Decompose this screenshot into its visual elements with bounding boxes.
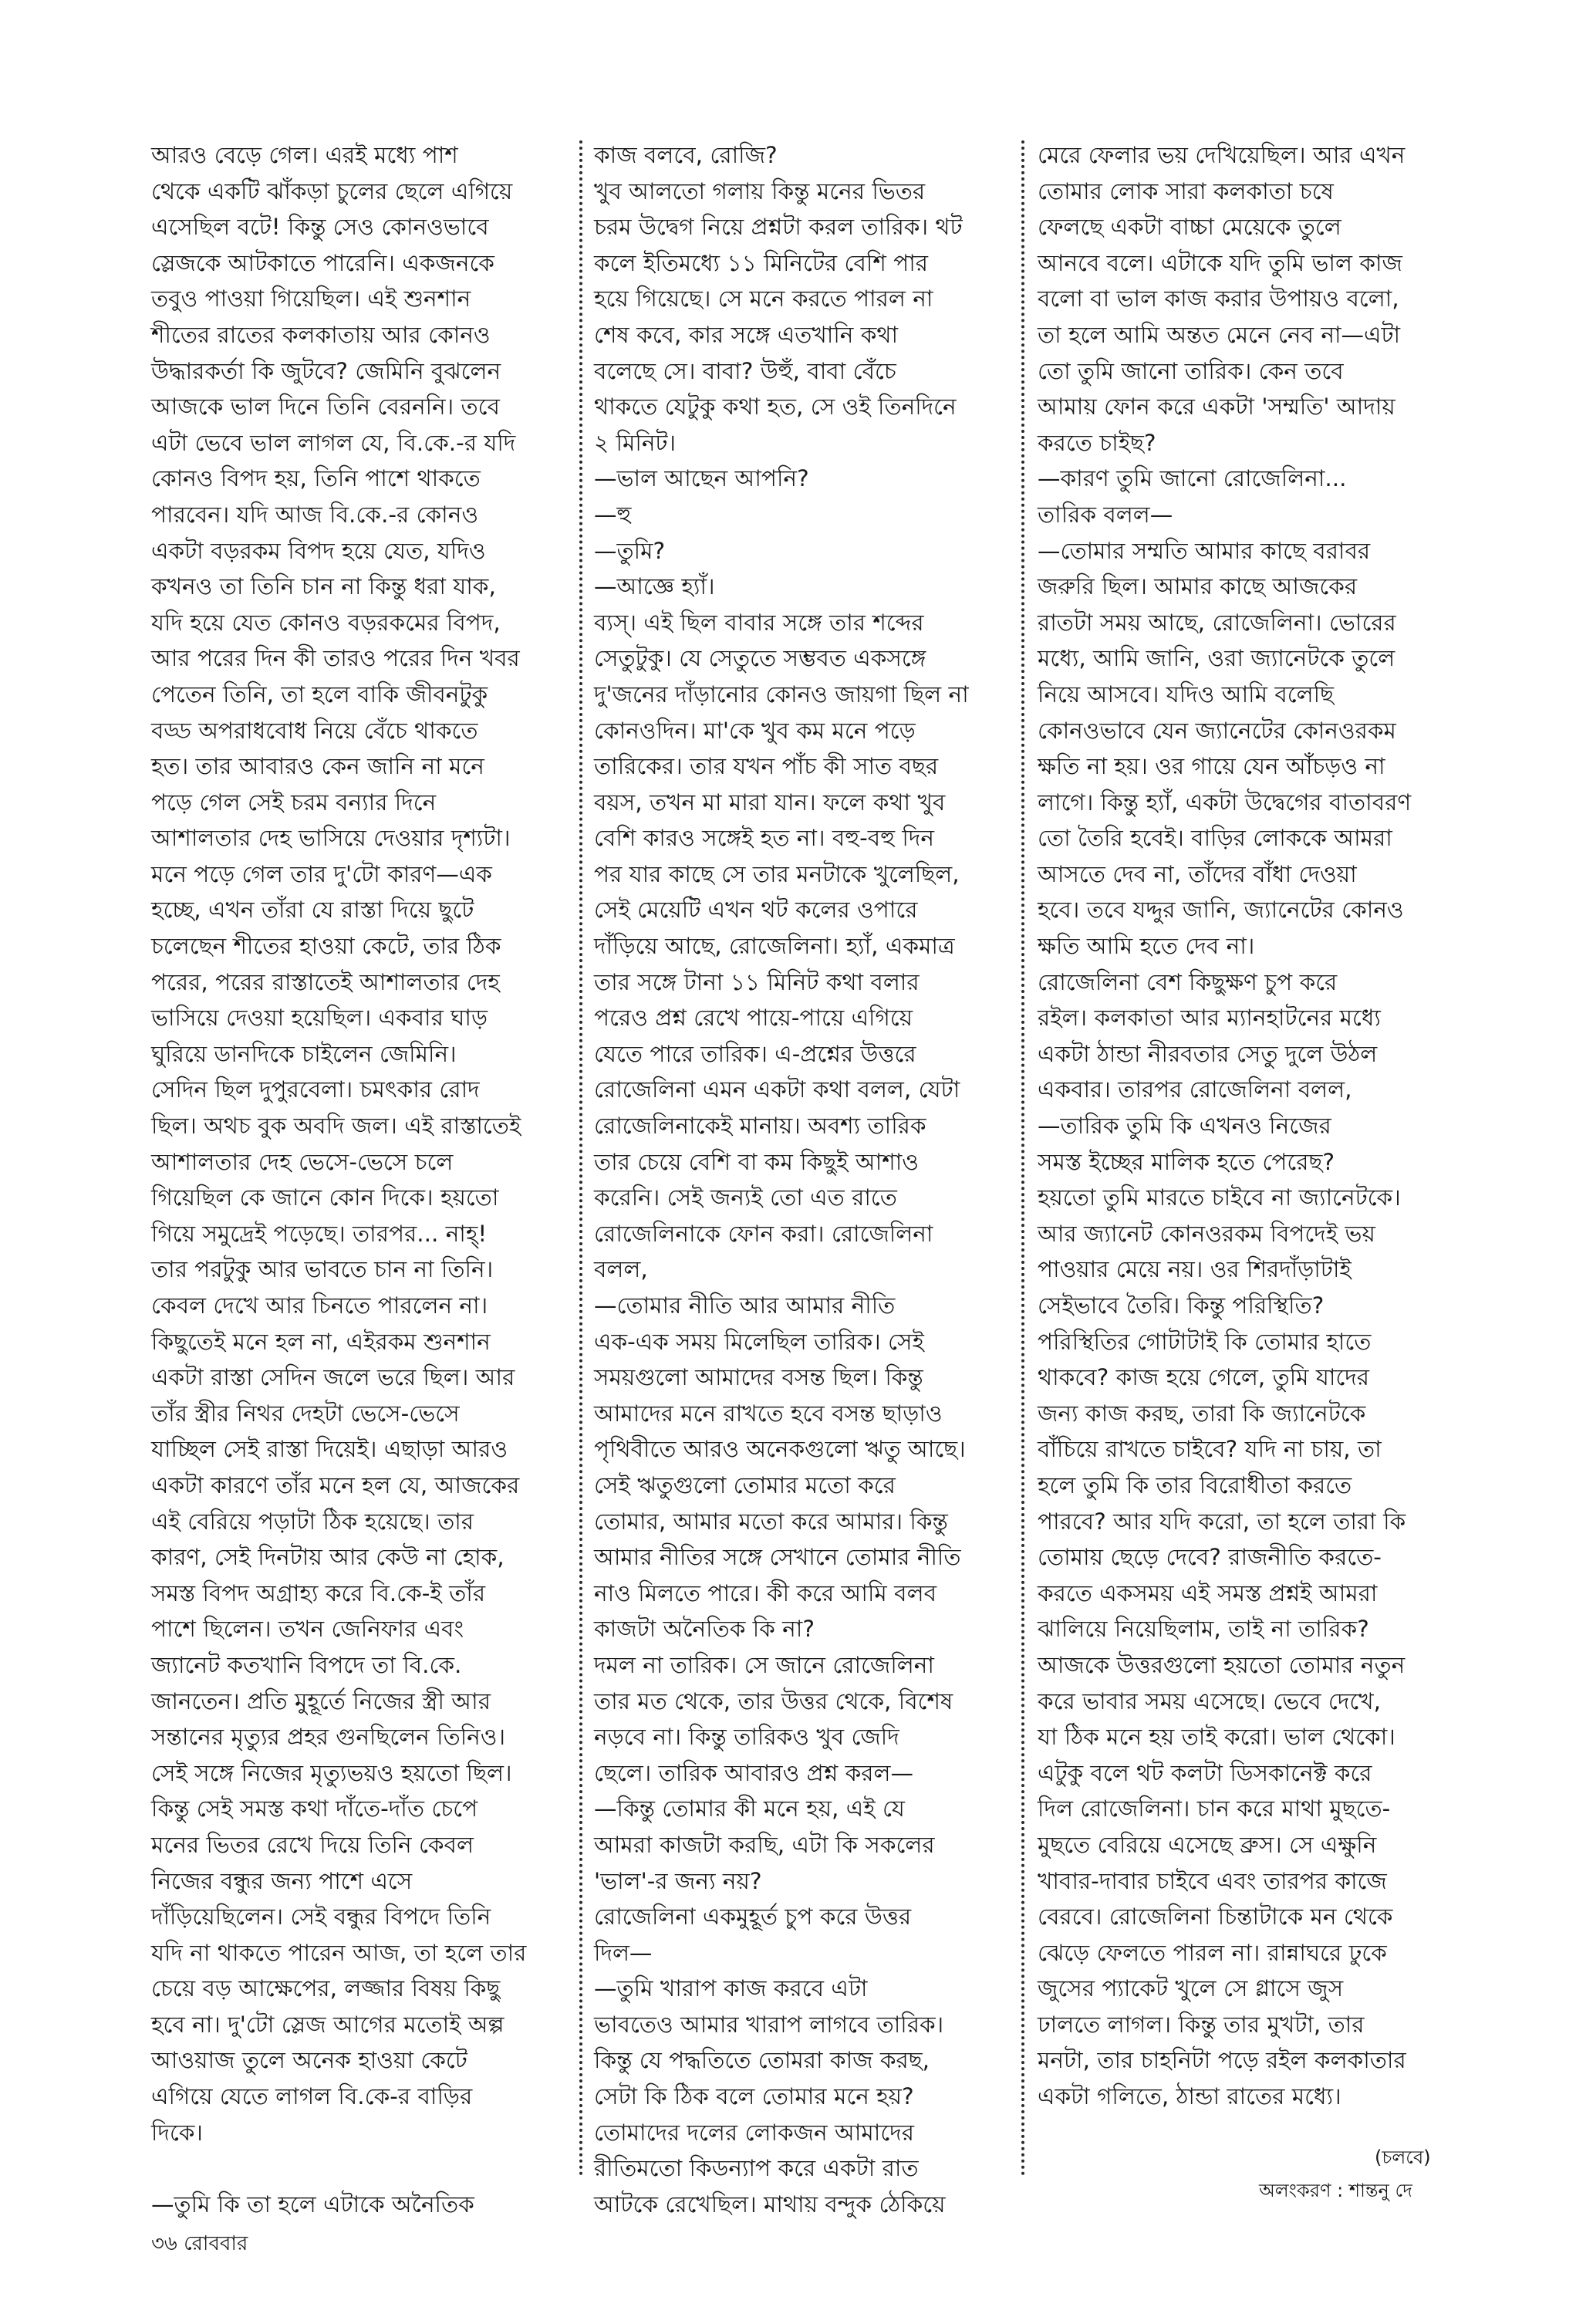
text-line: আমাদের মনে রাখতে হবে বসন্ত ছাড়াও <box>594 1400 943 1427</box>
text-line: পরিস্থিতির গোটাটাই কি তোমার হাতে <box>1038 1328 1372 1355</box>
text-line: সেই ঋতুগুলো তোমার মতো করে <box>594 1471 896 1498</box>
text-line: আজকে উত্তরগুলো হয়তো তোমার নতুন <box>1038 1651 1406 1678</box>
text-line: 'ভাল'-র জন্য নয়? <box>594 1867 762 1894</box>
text-line: তোমার লোক সারা কলকাতা চষে <box>1038 177 1334 204</box>
text-line: —তারিক তুমি কি এখনও নিজের <box>1038 1113 1331 1140</box>
text-line: —কারণ তুমি জানো রোজেলিনা... <box>1038 465 1347 492</box>
text-line: হয়তো তুমি মারতে চাইবে না জ্যানেটকে। <box>1038 1184 1401 1211</box>
text-line: জুসের প্যাকেট খুলে সে গ্লাসে জুস <box>1038 1975 1344 2002</box>
text-line: গিয়ে সমুদ্রেই পড়েছে। তারপর... নাহ্! <box>151 1220 488 1247</box>
text-line <box>151 2150 562 2187</box>
text-line: —তুমি কি তা হলে এটাকে অনৈতিক <box>151 2191 474 2218</box>
text-line: তো তৈরি হবেই। বাড়ির লোককে আমরা <box>1038 825 1392 852</box>
text-line: ঝালিয়ে নিয়েছিলাম, তাই না তারিক? <box>1038 1616 1369 1643</box>
text-line: তোমাদের দলের লোকজন আমাদের <box>594 2119 914 2146</box>
text-line: রোজেলিনাকেই মানায়। অবশ্য তারিক <box>594 1113 926 1140</box>
text-line: কিছুতেই মনে হল না, এইরকম শুনশান <box>151 1328 491 1355</box>
text-line: দিল রোজেলিনা। চান করে মাথা মুছতে- <box>1038 1795 1391 1822</box>
text-line: আমরা কাজটা করছি, এটা কি সকলের <box>594 1831 935 1858</box>
text-line: হবে না। দু'টো স্লেজ আগের মতোই অল্প <box>151 2011 505 2038</box>
text-line: মনটা, তার চাহনিটা পড়ে রইল কলকাতার <box>1038 2047 1406 2074</box>
text-line: সেদিন ছিল দুপুরবেলা। চমৎকার রোদ <box>151 1076 480 1103</box>
text-line: এগিয়ে যেতে লাগল বি.কে-র বাড়ির <box>151 2083 473 2110</box>
text-line: একটা কারণে তাঁর মনে হল যে, আজকের <box>151 1471 520 1498</box>
text-line: এই বেরিয়ে পড়াটা ঠিক হয়েছে। তার <box>151 1508 474 1535</box>
text-line: সমস্ত বিপদ অগ্রাহ্য করে বি.কে-ই তাঁর <box>151 1579 486 1606</box>
text-line: কিন্তু যে পদ্ধতিতে তোমরা কাজ করছ, <box>594 2047 930 2074</box>
text-line: পড়ে গেল সেই চরম বন্যার দিনে <box>151 789 437 816</box>
text-line: আশালতার দেহ ভাসিয়ে দেওয়ার দৃশ্যটা। <box>151 825 511 852</box>
text-line: সমস্ত ইচ্ছের মালিক হতে পেরেছ? <box>1038 1148 1335 1175</box>
text-line: চেয়ে বড় আক্ষেপের, লজ্জার বিষয় কিছু <box>151 1975 501 2002</box>
text-line: রোজেলিনাকে ফোন করা। রোজেলিনা <box>594 1220 933 1247</box>
text-line: তার পরটুকু আর ভাবতে চান না তিনি। <box>151 1256 494 1283</box>
text-line: এটুকু বলে থট কলটা ডিসকানেক্ট করে <box>1038 1759 1372 1786</box>
text-line: আমায় ফোন করে একটা 'সম্মতি' আদায় <box>1038 394 1395 421</box>
text-line: এক-এক সময় মিলেছিল তারিক। সেই <box>594 1328 924 1355</box>
text-line: কোনওদিন। মা'কে খুব কম মনে পড়ে <box>594 717 916 744</box>
text-line: পাশে ছিলেন। তখন জেনিফার এবং <box>151 1616 464 1643</box>
text-line: তারিকের। তার যখন পাঁচ কী সাত বছর <box>594 753 939 780</box>
text-line: খুব আলতো গলায় কিন্তু মনের ভিতর <box>594 177 926 204</box>
text-line: হচ্ছে, এখন তাঁরা যে রাস্তা দিয়ে ছুটে <box>151 897 474 924</box>
text-line: আজকে ভাল দিনে তিনি বেরননি। তবে <box>151 394 500 421</box>
text-line: —হু <box>594 501 632 528</box>
text-line: দাঁড়িয়েছিলেন। সেই বন্ধুর বিপদে তিনি <box>151 1903 491 1930</box>
text-line: জন্য কাজ করছ, তারা কি জ্যানেটকে <box>1038 1400 1366 1427</box>
text-line: —তুমি খারাপ কাজ করবে এটা <box>594 1975 868 2002</box>
text-line: একবার। তারপর রোজেলিনা বলল, <box>1038 1076 1352 1103</box>
text-line: শীতের রাতের কলকাতায় আর কোনও <box>151 321 491 348</box>
text-line: আওয়াজ তুলে অনেক হাওয়া কেটে <box>151 2047 467 2074</box>
text-line: গিয়েছিল কে জানে কোন দিকে। হয়তো <box>151 1184 499 1211</box>
text-line: স্লেজকে আটকাতে পারেনি। একজনকে <box>151 249 494 276</box>
text-line: ব্যস্। এই ছিল বাবার সঙ্গে তার শব্দের <box>594 609 924 636</box>
text-line: চলেছেন শীতের হাওয়া কেটে, তার ঠিক <box>151 933 501 960</box>
text-line: যেতে পারে তারিক। এ-প্রশ্নের উত্তরে <box>594 1040 916 1067</box>
text-line: জানতেন। প্রতি মুহূর্তে নিজের স্ত্রী আর <box>151 1687 491 1714</box>
column-divider-1 <box>579 140 582 2177</box>
text-line: যা ঠিক মনে হয় তাই করো। ভাল থেকো। <box>1038 1724 1395 1751</box>
text-line: —কিন্তু তোমার কী মনে হয়, এই যে <box>594 1795 905 1822</box>
text-line: নিজের বন্ধুর জন্য পাশে এসে <box>151 1867 413 1894</box>
text-line: আনবে বলে। এটাকে যদি তুমি ভাল কাজ <box>1038 249 1402 276</box>
text-line: তবুও পাওয়া গিয়েছিল। এই শুনশান <box>151 285 471 312</box>
text-line: তার চেয়ে বেশি বা কম কিছুই আশাও <box>594 1148 920 1175</box>
text-line: —তোমার সম্মতি আমার কাছে বরাবর <box>1038 537 1371 564</box>
text-line: মুছতে বেরিয়ে এসেছে ব্রুস। সে এক্ষুনি <box>1038 1831 1377 1858</box>
text-line: পেতেন তিনি, তা হলে বাকি জীবনটুকু <box>151 681 488 708</box>
text-line: আসতে দেব না, তাঁদের বাঁধা দেওয়া <box>1038 860 1357 887</box>
text-line: রইল। কলকাতা আর ম্যানহাটনের মধ্যে <box>1038 1005 1381 1032</box>
text-line: কখনও তা তিনি চান না কিন্তু ধরা যাক, <box>151 573 496 600</box>
text-line: —তোমার নীতি আর আমার নীতি <box>594 1292 896 1319</box>
text-line: —তুমি? <box>594 537 666 564</box>
text-line: মধ্যে, আমি জানি, ওরা জ্যানেটকে তুলে <box>1038 645 1395 672</box>
text-line: চরম উদ্বেগ নিয়ে প্রশ্নটা করল তারিক। থট <box>594 214 963 241</box>
text-line: সেই সঙ্গে নিজের মৃত্যুভয়ও হয়তো ছিল। <box>151 1759 512 1786</box>
text-column-1 <box>151 137 562 2218</box>
text-line: যদি হয়ে যেত কোনও বড়রকমের বিপদ, <box>151 609 501 636</box>
text-line: রীতিমতো কিডন্যাপ করে একটা রাত <box>594 2155 919 2182</box>
text-line: জ্যানেট কতখানি বিপদে তা বি.কে. <box>151 1651 462 1678</box>
text-line: উদ্ধারকর্তা কি জুটবে? জেমিনি বুঝলেন <box>151 357 501 384</box>
text-line: কারণ, সেই দিনটায় আর কেউ না হোক, <box>151 1544 505 1571</box>
text-line: নিয়ে আসবে। যদিও আমি বলেছি <box>1038 681 1334 708</box>
text-line: হত। তার আবারও কেন জানি না মনে <box>151 753 484 780</box>
text-line: এসেছিল বটে! কিন্তু সেও কোনওভাবে <box>151 214 489 241</box>
text-line: দাঁড়িয়ে আছে, রোজেলিনা। হ্যাঁ, একমাত্র <box>594 933 955 960</box>
text-line: রোজেলিনা বেশ কিছুক্ষণ চুপ করে <box>1038 968 1338 995</box>
text-line: যদি না থাকতে পারেন আজ, তা হলে তার <box>151 1939 527 1966</box>
text-line: বেশি কারও সঙ্গেই হত না। বহু-বহু দিন <box>594 825 934 852</box>
text-line: তোমার, আমার মতো করে আমার। কিন্তু <box>594 1508 948 1535</box>
text-line: যাচ্ছিল সেই রাস্তা দিয়েই। এছাড়া আরও <box>151 1436 508 1463</box>
text-line: খাবার-দাবার চাইবে এবং তারপর কাজে <box>1038 1867 1387 1894</box>
text-line: বয়স, তখন মা মারা যান। ফলে কথা খুব <box>594 789 946 816</box>
text-line: করেনি। সেই জন্যই তো এত রাতে <box>594 1184 897 1211</box>
text-line: একটা রাস্তা সেদিন জলে ভরে ছিল। আর <box>151 1364 515 1391</box>
text-line: ঢালতে লাগল। কিন্তু তার মুখটা, তার <box>1038 2011 1365 2038</box>
text-line: হবে। তবে যদ্দুর জানি, জ্যানেটের কোনও <box>1038 897 1404 924</box>
text-line: করতে একসময় এই সমস্ত প্রশ্নই আমরা <box>1038 1579 1378 1606</box>
text-line: ঘুরিয়ে ডানদিকে চাইলেন জেমিনি। <box>151 1040 457 1067</box>
text-line: হলে তুমি কি তার বিরোধীতা করতে <box>1038 1471 1352 1498</box>
text-line: একটা গলিতে, ঠান্ডা রাতের মধ্যে। <box>1038 2083 1341 2110</box>
text-line: ভাসিয়ে দেওয়া হয়েছিল। একবার ঘাড় <box>151 1005 488 1032</box>
text-line: কাজটা অনৈতিক কি না? <box>594 1616 815 1643</box>
text-line: আরও বেড়ে গেল। এরই মধ্যে পাশ <box>151 142 458 168</box>
text-column-3 <box>1038 137 1458 2190</box>
text-line: ঝেড়ে ফেলতে পারল না। রান্নাঘরে ঢুকে <box>1038 1939 1387 1966</box>
text-line: তো তুমি জানো তারিক। কেন তবে <box>1038 357 1344 384</box>
text-line: দমল না তারিক। সে জানে রোজেলিনা <box>594 1651 934 1678</box>
text-line: করে ভাবার সময় এসেছে। ভেবে দেখে, <box>1038 1687 1381 1714</box>
text-line: —ভাল আছেন আপনি? <box>594 465 809 492</box>
text-line: সময়গুলো আমাদের বসন্ত ছিল। কিন্তু <box>594 1364 923 1391</box>
text-line: বেরবে। রোজেলিনা চিন্তাটাকে মন থেকে <box>1038 1903 1393 1930</box>
text-line: দু'জনের দাঁড়ানোর কোনও জায়গা ছিল না <box>594 681 969 708</box>
text-line: কেবল দেখে আর চিনতে পারলেন না। <box>151 1292 488 1319</box>
text-line: দিকে। <box>151 2119 203 2146</box>
text-line: পর যার কাছে সে তার মনটাকে খুলেছিল, <box>594 860 960 887</box>
text-line: পারবে? আর যদি করো, তা হলে তারা কি <box>1038 1508 1406 1535</box>
illustration-credit: অলংকরণ : শান্তনু দে <box>1259 2180 1412 2201</box>
text-line: বলো বা ভাল কাজ করার উপায়ও বলো, <box>1038 285 1399 312</box>
text-line: একটা বড়রকম বিপদ হয়ে যেত, যদিও <box>151 537 486 564</box>
text-line: আর জ্যানেট কোনওরকম বিপদেই ভয় <box>1038 1220 1375 1247</box>
continued-note: (চলবে) <box>1375 2147 1431 2168</box>
text-line: আটকে রেখেছিল। মাথায় বন্দুক ঠেকিয়ে <box>594 2191 946 2218</box>
page-folio: ৩৬ রোববার <box>151 2232 248 2255</box>
text-line: সেইভাবে তৈরি। কিন্তু পরিস্থিতি? <box>1038 1292 1325 1319</box>
text-line: কোনও বিপদ হয়, তিনি পাশে থাকতে <box>151 465 481 492</box>
text-line: ক্ষতি আমি হতে দেব না। <box>1038 933 1255 960</box>
text-line: বলল, <box>594 1256 648 1283</box>
text-line: আশালতার দেহ ভেসে-ভেসে চলে <box>151 1148 454 1175</box>
text-line: নাও মিলতে পারে। কী করে আমি বলব <box>594 1579 936 1606</box>
text-line: সন্তানের মৃত্যুর প্রহর গুনছিলেন তিনিও। <box>151 1724 506 1751</box>
text-line: জরুরি ছিল। আমার কাছে আজকের <box>1038 573 1358 600</box>
text-line: কলে ইতিমধ্যে ১১ মিনিটের বেশি পার <box>594 249 928 276</box>
text-line: শেষ কবে, কার সঙ্গে এতখানি কথা <box>594 321 899 348</box>
text-column-2 <box>594 137 1007 2218</box>
text-line: ভাবতেও আমার খারাপ লাগবে তারিক। <box>594 2011 944 2038</box>
text-line: থেকে একটি ঝাঁকড়া চুলের ছেলে এগিয়ে <box>151 177 513 204</box>
text-line: পরের, পরের রাস্তাতেই আশালতার দেহ <box>151 968 500 995</box>
text-line: থাকবে? কাজ হয়ে গেলে, তুমি যাদের <box>1038 1364 1370 1391</box>
text-line: তারিক বলল— <box>1038 501 1173 528</box>
text-line: ফেলছে একটা বাচ্চা মেয়েকে তুলে <box>1038 214 1341 241</box>
text-line: আর পরের দিন কী তারও পরের দিন খবর <box>151 645 520 672</box>
text-line: তার মত থেকে, তার উত্তর থেকে, বিশেষ <box>594 1687 953 1714</box>
text-line: কোনওভাবে যেন জ্যানেটের কোনওরকম <box>1038 717 1396 744</box>
text-line: কিন্তু সেই সমস্ত কথা দাঁতে-দাঁত চেপে <box>151 1795 478 1822</box>
text-line: একটা ঠান্ডা নীরবতার সেতু দুলে উঠল <box>1038 1040 1378 1067</box>
text-line: সেই মেয়েটি এখন থট কলের ওপারে <box>594 897 918 924</box>
text-line: পাওয়ার মেয়ে নয়। ওর শিরদাঁড়াটাই <box>1038 1256 1352 1283</box>
text-line: দিল— <box>594 1939 653 1966</box>
text-line: ২ মিনিট। <box>594 429 677 456</box>
text-line: ছেলে। তারিক আবারও প্রশ্ন করল— <box>594 1759 913 1786</box>
text-line: তা হলে আমি অন্তত মেনে নেব না—এটা <box>1038 321 1401 348</box>
text-line: পৃথিবীতে আরও অনেকগুলো ঋতু আছে। <box>594 1436 966 1463</box>
text-line: থাকতে যেটুকু কথা হত, সে ওই তিনদিনে <box>594 394 957 421</box>
text-line: পারবেন। যদি আজ বি.কে.-র কোনও <box>151 501 479 528</box>
text-line: রোজেলিনা একমুহূর্ত চুপ করে উত্তর <box>594 1903 912 1930</box>
text-line: রোজেলিনা এমন একটা কথা বলল, যেটা <box>594 1076 960 1103</box>
text-line: তোমায় ছেড়ে দেবে? রাজনীতি করতে- <box>1038 1544 1382 1571</box>
text-line: বাঁচিয়ে রাখতে চাইবে? যদি না চায়, তা <box>1038 1436 1382 1463</box>
text-line: লাগে। কিন্তু হ্যাঁ, একটা উদ্বেগের বাতাবরণ <box>1038 789 1412 816</box>
text-line: মেরে ফেলার ভয় দেখিয়েছিল। আর এখন <box>1038 142 1406 168</box>
text-line: তাঁর স্ত্রীর নিথর দেহটা ভেসে-ভেসে <box>151 1400 460 1427</box>
text-line: সেতুটুকু। যে সেতুতে সম্ভবত একসঙ্গে <box>594 645 926 672</box>
text-line: আমার নীতির সঙ্গে সেখানে তোমার নীতি <box>594 1544 961 1571</box>
text-line: তার সঙ্গে টানা ১১ মিনিট কথা বলার <box>594 968 920 995</box>
text-line: এটা ভেবে ভাল লাগল যে, বি.কে.-র যদি <box>151 429 516 456</box>
column-divider-2 <box>1021 140 1024 2177</box>
text-line: বলেছে সে। বাবা? উহুঁ, বাবা বেঁচে <box>594 357 896 384</box>
text-line: কাজ বলবে, রোজি? <box>594 142 778 168</box>
text-line: পরেও প্রশ্ন রেখে পায়ে-পায়ে এগিয়ে <box>594 1005 913 1032</box>
text-line: করতে চাইছ? <box>1038 429 1156 456</box>
text-line: মনে পড়ে গেল তার দু'টো কারণ—এক <box>151 860 492 887</box>
text-line: বড্ড অপরাধবোধ নিয়ে বেঁচে থাকতে <box>151 717 478 744</box>
text-line: নড়বে না। কিন্তু তারিকও খুব জেদি <box>594 1724 899 1751</box>
text-line: মনের ভিতর রেখে দিয়ে তিনি কেবল <box>151 1831 474 1858</box>
text-line: রাতটা সময় আছে, রোজেলিনা। ভোরের <box>1038 609 1396 636</box>
text-line: সেটা কি ঠিক বলে তোমার মনে হয়? <box>594 2083 914 2110</box>
text-line: ছিল। অথচ বুক অবদি জল। এই রাস্তাতেই <box>151 1113 521 1140</box>
text-line: ক্ষতি না হয়। ওর গায়ে যেন আঁচড়ও না <box>1038 753 1385 780</box>
text-line: —আজ্ঞে হ্যাঁ। <box>594 573 715 600</box>
text-line: হয়ে গিয়েছে। সে মনে করতে পারল না <box>594 285 933 312</box>
